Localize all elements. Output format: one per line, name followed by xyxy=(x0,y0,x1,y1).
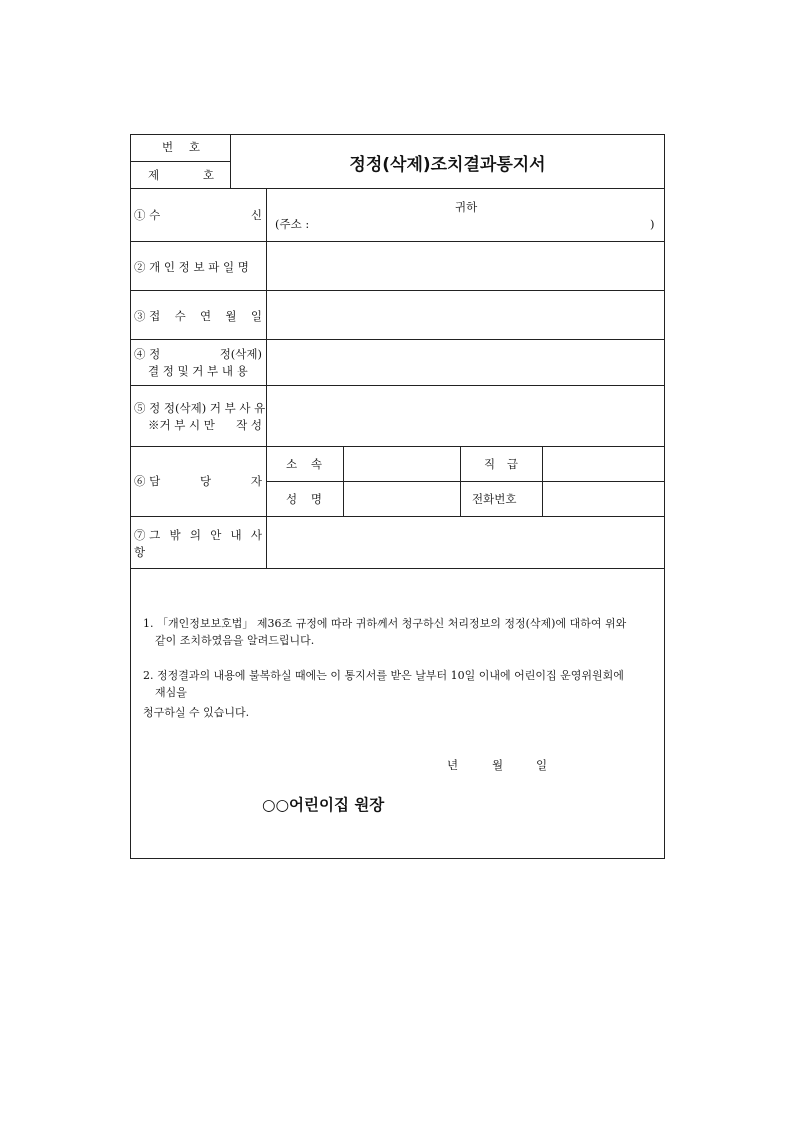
number-label: 번 호 xyxy=(162,140,200,154)
dept-field[interactable] xyxy=(344,447,460,481)
notice-item1-line2: 같이 조치하였음을 알려드립니다. xyxy=(155,634,315,647)
name-label: 성 명 xyxy=(286,492,322,506)
other-label-line2: 항 xyxy=(134,545,146,559)
issue-label: 제 호 xyxy=(148,168,214,182)
address-close: ) xyxy=(650,217,655,231)
dept-label: 소 속 xyxy=(286,457,322,471)
row-divider xyxy=(130,188,665,189)
date-year: 년 xyxy=(447,758,459,772)
header-divider xyxy=(130,161,230,162)
received-date-label: ③ 접 수 연 월 일 xyxy=(134,309,262,323)
file-name-field[interactable] xyxy=(267,242,664,290)
officer-label: ⑥ 담 당 자 xyxy=(134,474,262,488)
refusal-reason-label-line1: ⑤ 정 정(삭제) 거 부 사 유 xyxy=(134,401,266,415)
refusal-reason-field[interactable] xyxy=(267,386,664,446)
date-month: 월 xyxy=(492,758,504,772)
decision-label-line1: ④ 정 정(삭제) xyxy=(134,347,262,361)
other-field[interactable] xyxy=(267,517,664,568)
phone-label: 전화번호 xyxy=(472,492,517,506)
decision-field[interactable] xyxy=(267,340,664,385)
notice-item2-line3: 청구하실 수 있습니다. xyxy=(143,706,250,719)
rank-field[interactable] xyxy=(543,447,664,481)
date-day: 일 xyxy=(536,758,548,772)
name-field[interactable] xyxy=(344,482,460,516)
page-title: 정정(삭제)조치결과통지서 xyxy=(349,155,546,175)
notice-item2-line2: 재심을 xyxy=(155,686,187,699)
officer-col-divider xyxy=(460,446,461,516)
recipient-label: ① 수 신 xyxy=(134,208,262,222)
recipient-suffix: 귀하 xyxy=(455,200,478,214)
notice-item2-line1: 2. 정정결과의 내용에 불복하실 때에는 이 통지서를 받은 날부터 10일 이내에 어린이집 운영위원회에 xyxy=(143,669,624,682)
rank-label: 직 급 xyxy=(484,457,518,471)
phone-field[interactable] xyxy=(543,482,664,516)
signature-line: ○○어린이집 원장 xyxy=(262,796,385,814)
decision-label-line2: 결 정 및 거 부 내 용 xyxy=(148,364,248,378)
row-divider xyxy=(130,568,665,569)
address-open[interactable]: (주소 : xyxy=(275,217,310,231)
refusal-reason-label-line2: ※거 부 시 만 작 성 xyxy=(148,418,262,432)
other-label-line1: ⑦ 그 밖 의 안 내 사 xyxy=(134,528,262,542)
received-date-field[interactable] xyxy=(267,291,664,339)
notice-item1-line1: 1. 「개인정보보호법」 제36조 규정에 따라 귀하께서 청구하신 처리정보의 정정(삭제)에 대하여 위와 xyxy=(143,617,627,630)
file-name-label: ② 개 인 정 보 파 일 명 xyxy=(134,260,249,274)
